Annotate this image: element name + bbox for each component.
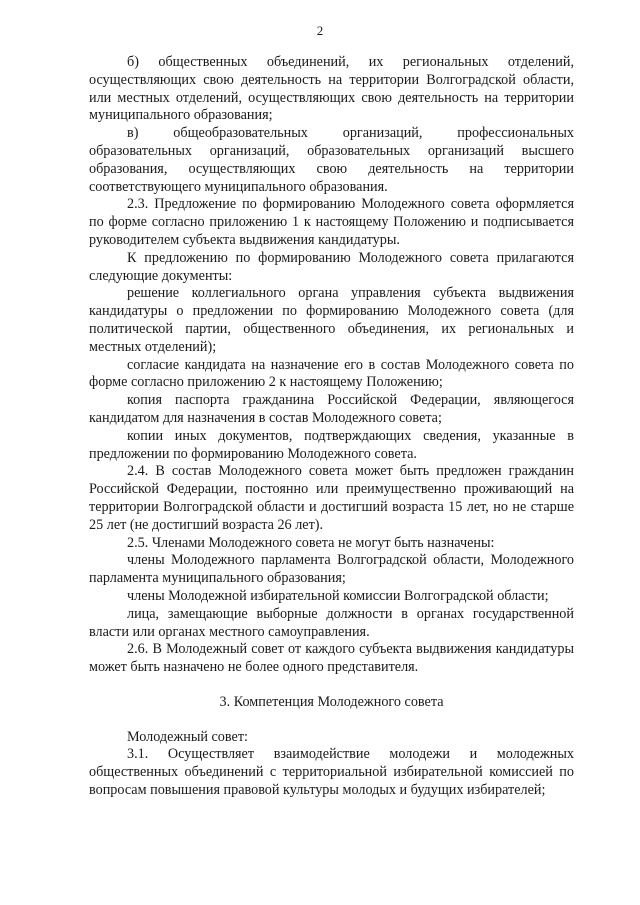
paragraph-documents-intro: К предложению по формированию Молодежного совета прилагаются следующие документы:	[89, 249, 574, 284]
list-item-consent: согласие кандидата на назначение его в состав Молодежного совета по форме согласно приложению 2 к настоящему Положению;	[89, 356, 574, 391]
list-item-decision: решение коллегиального органа управления субъекта выдвижения кандидатуры о предложении по формированию Молодежного совета (для политической партии, общественного объединения, их региональных и местных отделений);	[89, 285, 574, 355]
paragraph-3-1: 3.1. Осуществляет взаимодействие молодежи и молодежных общественных объединений с территориальной избирательной комиссией по вопросам повышения правовой культуры молодых и будущих избирателей;	[89, 746, 574, 799]
document-body	[89, 54, 574, 800]
paragraph-2-2-b: б) общественных объединений, их региональных отделений, осуществляющих свою деятельность на территории Волгоградской области, или местных отделений, осуществляющих свою деятельность на территории муниципального образования;	[89, 54, 574, 124]
paragraph-2-5: 2.5. Членами Молодежного совета не могут быть назначены:	[127, 534, 495, 551]
paragraph-council-intro: Молодежный совет:	[127, 728, 248, 745]
paragraph-2-3: 2.3. Предложение по формированию Молодежного совета оформляется по форме согласно приложению 1 к настоящему Положению и подписывается руководителем субъекта выдвижения кандидатуры.	[89, 196, 574, 248]
list-item-elected-officials: лица, замещающие выборные должности в органах государственной власти или органах местного самоуправления.	[89, 605, 574, 640]
list-item-other-documents: копии иных документов, подтверждающих сведения, указанные в предложении по формированию Молодежного совета.	[89, 427, 574, 462]
page-number: 2	[316, 23, 324, 38]
section-heading: 3. Компетенция Молодежного совета	[219, 693, 444, 710]
list-item-youth-commission: члены Молодежной избирательной комиссии Волгоградской области;	[127, 587, 549, 604]
list-item-passport: копия паспорта гражданина Российской Федерации, являющегося кандидатом для назначения в состав Молодежного совета;	[89, 392, 574, 426]
paragraph-2-2-v: в) общеобразовательных организаций, профессиональных образовательных организаций, образовательных организаций высшего образования, осуществляющих свою деятельность на территории соответствующего муниципального образования.	[89, 125, 574, 195]
paragraph-2-6: 2.6. В Молодежный совет от каждого субъекта выдвижения кандидатуры может быть назначено не более одного представителя.	[89, 641, 574, 676]
paragraph-2-4: 2.4. В состав Молодежного совета может быть предложен гражданин Российской Федерации, постоянно или преимущественно проживающий на территории Волгоградской области и достигший возраста 15 лет, но не старше 25 лет (не достигший возраста 26 лет).	[89, 463, 574, 533]
list-item-youth-parliament: члены Молодежного парламента Волгоградской области, Молодежного парламента муниципального образования;	[89, 552, 574, 587]
